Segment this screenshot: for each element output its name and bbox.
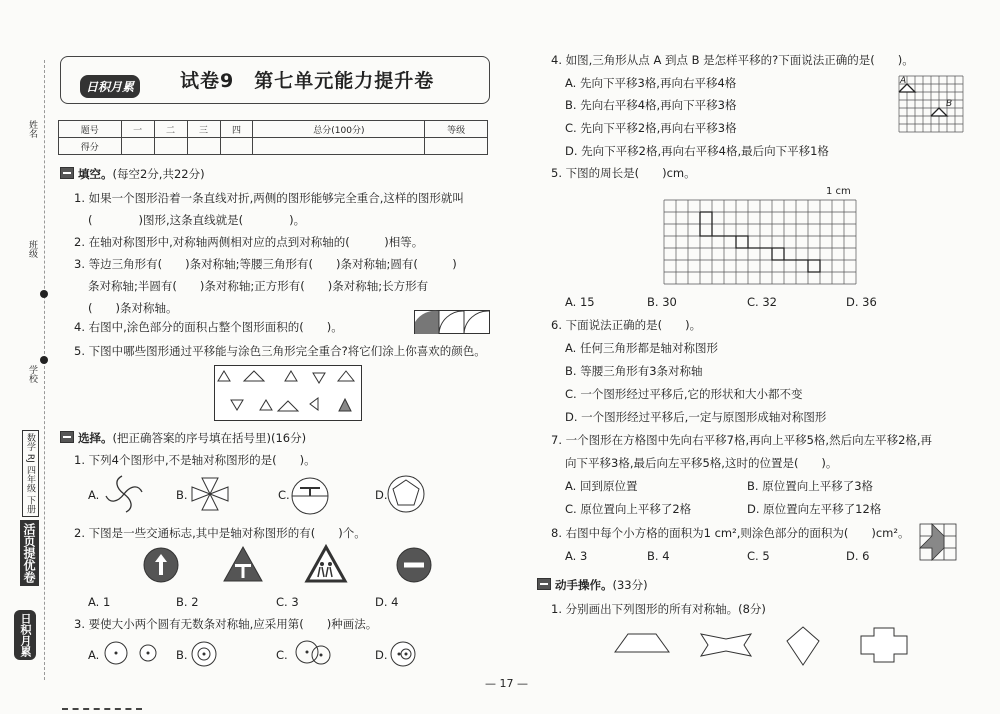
side-dot (40, 290, 48, 298)
sign-up-arrow-icon (143, 547, 179, 583)
s2-q6: 6. 下面说法正确的是( )。 (551, 318, 702, 332)
s2-q8-opt-a: A. 3 (565, 549, 588, 563)
s2-q2-opt-a: A. 1 (88, 595, 111, 609)
s2-q5-opt-a: A. 15 (565, 295, 595, 309)
side-book-title: 活页提优卷 (20, 520, 39, 586)
s2-q3-figure-a (104, 641, 160, 665)
section-icon (60, 167, 74, 179)
pinwheel-figure (104, 474, 144, 514)
page-title: 试卷9 第七单元能力提升卷 (180, 70, 435, 92)
section2-heading (60, 430, 306, 446)
s2-q7-line1: 7. 一个图形在方格图中先向右平移7格,再向上平移5格,然后向左平移2格,再 (551, 433, 933, 447)
s2-q4-opt-b: B. 先向右平移4格,再向下平移3格 (565, 98, 737, 112)
propeller-figure (190, 476, 230, 512)
s2-q6-opt-b: B. 等腰三角形有3条对称轴 (565, 364, 703, 378)
section1-note: (每空2分,共22分) (112, 167, 205, 181)
s2-q3-opt-a: A. (88, 648, 100, 662)
score-header-cell: 一 (121, 121, 154, 138)
score-table (58, 120, 488, 155)
section-icon (537, 578, 551, 590)
cross-figure (860, 627, 908, 663)
s2-q3-opt-c: C. (276, 648, 288, 662)
section-icon (60, 431, 74, 443)
s2-q5-grid-figure (664, 200, 856, 284)
triangle-b (931, 108, 947, 116)
s2-q7-opt-b: B. 原位置向上平移了3格 (747, 479, 874, 493)
side-class-label: 班级 (27, 240, 37, 258)
side-school-label: 学校 (27, 365, 37, 383)
score-row-label: 得分 (59, 138, 122, 155)
section1-title: 填空。 (78, 167, 113, 181)
s2-q1-opt-d: D. (375, 488, 388, 502)
s2-q6-opt-c: C. 一个图形经过平移后,它的形状和大小都不变 (565, 387, 803, 401)
s1-q1-line2: ( )图形,这条直线就是( )。 (88, 213, 306, 227)
s2-q8-opt-d: D. 6 (846, 549, 870, 563)
s2-q4-grid-figure (899, 76, 963, 132)
s2-q5-opt-c: C. 32 (747, 295, 777, 309)
section3-title: 动手操作。 (555, 578, 613, 592)
s2-q2-opt-c: C. 3 (276, 595, 299, 609)
s1-q4: 4. 右图中,涂色部分的面积占整个图形面积的( )。 (74, 320, 343, 334)
score-header-cell: 总分(100分) (253, 121, 425, 138)
score-cell[interactable] (154, 138, 187, 155)
side-book-sub: 数学 RJ 四年级 下册 (22, 430, 39, 517)
s2-q8-opt-c: C. 5 (747, 549, 770, 563)
s2-q5-opt-b: B. 30 (647, 295, 677, 309)
s2-q1-opt-c: C. (278, 488, 290, 502)
side-brand-logo: 日积月累 (14, 610, 36, 660)
s1-q4-figure (414, 310, 490, 334)
s1-q3-line1: 3. 等边三角形有( )条对称轴;等腰三角形有( )条对称轴;圆有( ) (74, 257, 457, 271)
s1-q5-figure (214, 365, 362, 421)
score-header-cell: 题号 (59, 121, 122, 138)
s2-q5-opt-d: D. 36 (846, 295, 877, 309)
score-cell[interactable] (121, 138, 154, 155)
s2-q7-line2: 向下平移3格,最后向左平移5格,这时的位置是( )。 (565, 456, 838, 470)
s2-q8-opt-b: B. 4 (647, 549, 670, 563)
section3-heading (537, 577, 648, 593)
score-cell[interactable] (187, 138, 220, 155)
s3-q1: 1. 分别画出下列图形的所有对称轴。(8分) (551, 602, 766, 616)
score-cell[interactable] (220, 138, 253, 155)
side-name-label: 姓名 (27, 120, 37, 138)
s2-q6-opt-d: D. 一个图形经过平移后,一定与原图形成轴对称图形 (565, 410, 827, 424)
section3-note: (33分) (612, 578, 648, 592)
s2-q1-opt-b: B. (176, 488, 188, 502)
circle-t-figure (290, 476, 330, 516)
section2-title: 选择。 (78, 431, 113, 445)
s2-q7-opt-a: A. 回到原位置 (565, 479, 638, 493)
s1-q3-line2: 条对称轴;半圆有( )条对称轴;正方形有( )条对称轴;长方形有 (88, 279, 429, 293)
s2-q3-figure-b (191, 641, 217, 667)
score-header-cell: 四 (220, 121, 253, 138)
s2-q2-opt-d: D. 4 (375, 595, 399, 609)
s2-q8-figure (920, 524, 956, 560)
s2-q7-opt-d: D. 原位置向左平移了12格 (747, 502, 882, 516)
score-header-cell: 等级 (425, 121, 488, 138)
brand-logo: 日积月累 (80, 75, 140, 98)
s2-q4: 4. 如图,三角形从点 A 到点 B 是怎样平移的?下面说法正确的是( )。 (551, 53, 914, 67)
sign-t-junction-icon (222, 545, 264, 583)
s2-q5: 5. 下图的周长是( )cm。 (551, 166, 696, 180)
s2-q3-figure-c (291, 639, 337, 667)
s2-q2: 2. 下图是一些交通标志,其中是轴对称图形的有( )个。 (74, 526, 366, 540)
trapezoid-figure (614, 633, 670, 653)
s2-q3-opt-b: B. (176, 648, 188, 662)
kite-figure (786, 626, 820, 666)
s2-q3: 3. 要使大小两个圆有无数条对称轴,应采用第( )种画法。 (74, 617, 378, 631)
s1-q5: 5. 下图中哪些图形通过平移能与涂色三角形完全重合?将它们涂上你喜欢的颜色。 (74, 344, 486, 358)
page-number: — 17 — (485, 677, 528, 690)
binding-line (44, 60, 45, 680)
section2-note: (把正确答案的序号填在括号里)(16分) (112, 431, 307, 445)
s1-q2: 2. 在轴对称图形中,对称轴两侧相对应的点到对称轴的( )相等。 (74, 235, 424, 249)
s2-q1-opt-a: A. (88, 488, 100, 502)
s2-q4-opt-d: D. 先向下平移2格,再向右平移4格,最后向下平移1格 (565, 144, 829, 158)
s2-q8: 8. 右图中每个小方格的面积为1 cm²,则涂色部分的面积为( )cm²。 (551, 526, 910, 540)
s2-q4-point-a: A (900, 76, 907, 86)
s2-q6-opt-a: A. 任何三角形都是轴对称图形 (565, 341, 718, 355)
side-dot (40, 356, 48, 364)
score-header-cell: 二 (154, 121, 187, 138)
score-cell[interactable] (253, 138, 425, 155)
score-header-cell: 三 (187, 121, 220, 138)
circle-pentagon-figure (386, 474, 426, 514)
s2-q4-point-b: B (946, 99, 953, 109)
s2-q4-opt-a: A. 先向下平移3格,再向右平移4格 (565, 76, 737, 90)
s1-q3-line3: ( )条对称轴。 (88, 301, 178, 315)
bowtie-figure (700, 633, 752, 657)
s2-q3-figure-d (390, 641, 416, 667)
sign-children-icon (305, 545, 347, 583)
section1-heading (60, 166, 205, 182)
s2-q7-opt-c: C. 原位置向上平移了2格 (565, 502, 692, 516)
s2-q4-opt-c: C. 先向下平移2格,再向右平移3格 (565, 121, 737, 135)
score-cell[interactable] (425, 138, 488, 155)
sign-no-entry-icon (396, 547, 432, 583)
s2-q5-scale-label: 1 cm (826, 186, 851, 197)
footer-dashes (62, 708, 142, 710)
s1-q1-line1: 1. 如果一个图形沿着一条直线对折,两侧的图形能够完全重合,这样的图形就叫 (74, 191, 464, 205)
s2-q2-opt-b: B. 2 (176, 595, 199, 609)
s2-q3-opt-d: D. (375, 648, 388, 662)
s2-q1: 1. 下列4个图形中,不是轴对称图形的是( )。 (74, 453, 316, 467)
